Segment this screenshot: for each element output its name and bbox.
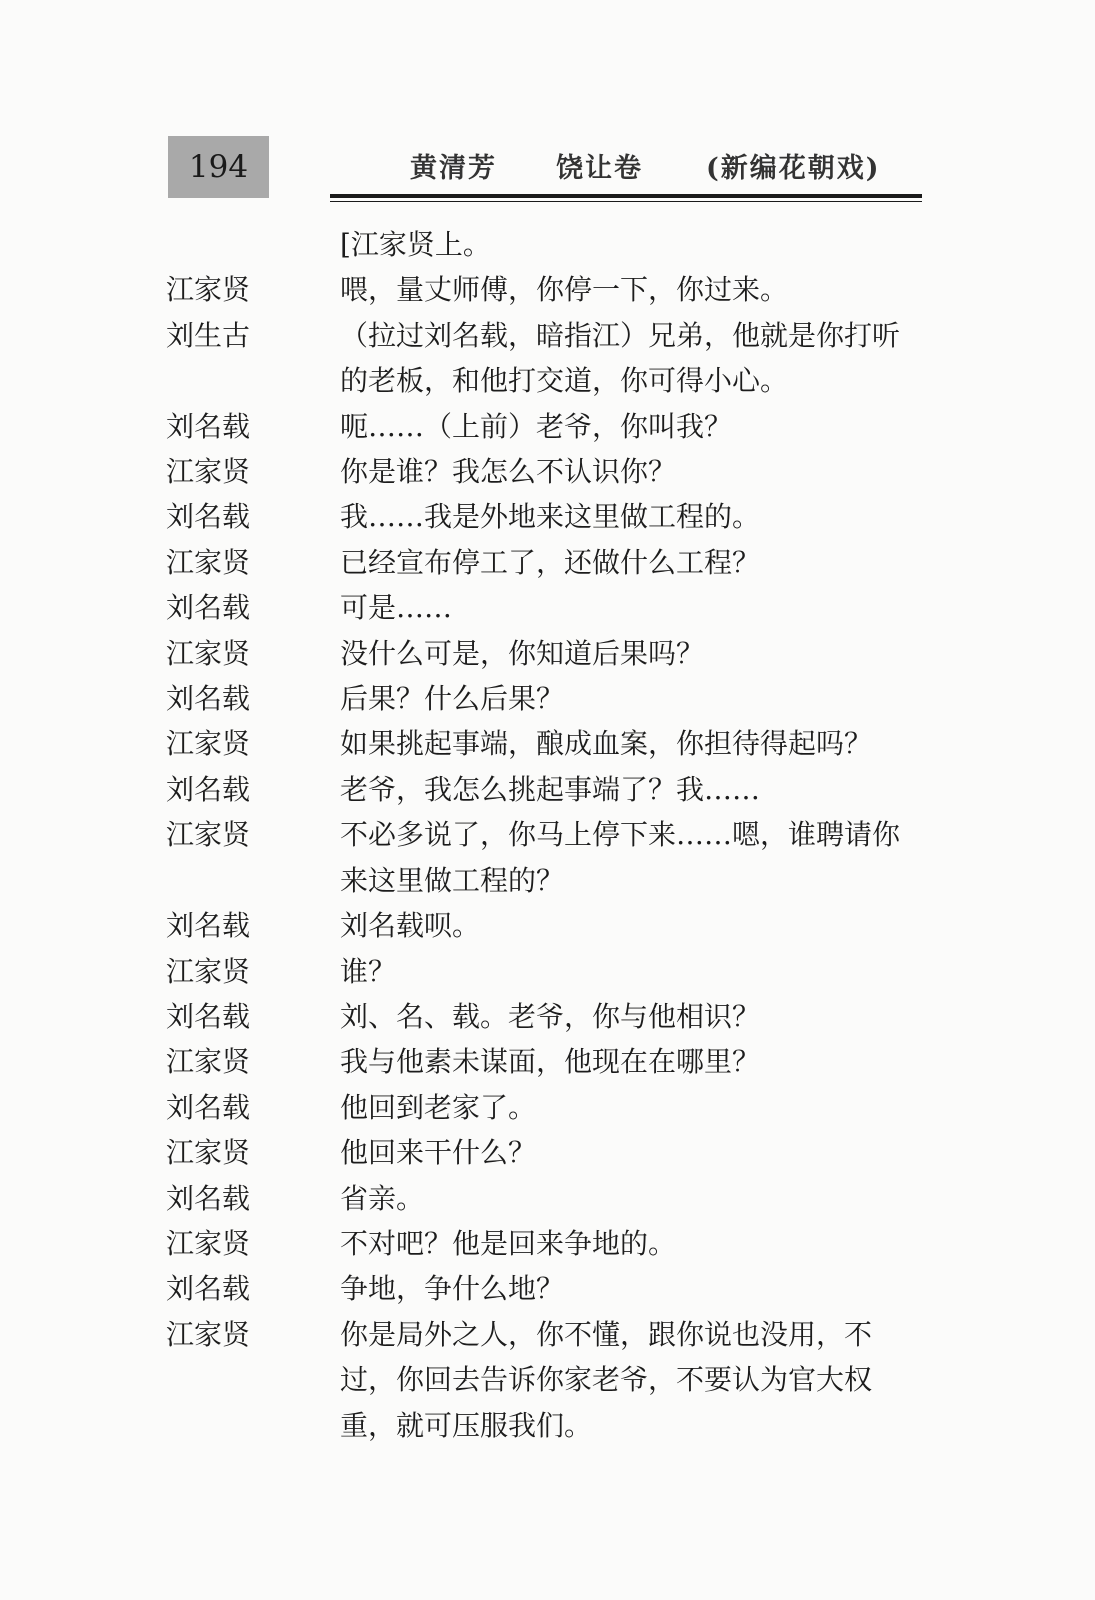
dialogue-row bbox=[0, 1221, 1095, 1266]
dialogue-row bbox=[0, 721, 1095, 766]
dialogue-line: 可是…… bbox=[340, 591, 453, 625]
page-number-box bbox=[168, 136, 269, 198]
dialogue-row bbox=[0, 994, 1095, 1039]
speaker-name: 刘名载 bbox=[166, 409, 251, 443]
stage-direction: [江家贤上。 bbox=[340, 228, 491, 261]
dialogue-row bbox=[0, 1312, 1095, 1448]
dialogue-line: （拉过刘名载，暗指江）兄弟，他就是你打听的老板，和他打交道，你可得小心。 bbox=[340, 318, 901, 398]
speaker-name: 刘名载 bbox=[166, 1181, 251, 1215]
speaker-name: 刘生古 bbox=[166, 318, 251, 352]
dialogue-row bbox=[0, 1130, 1095, 1175]
page-number: 194 bbox=[188, 149, 249, 185]
header-genre: (新编花朝戏) bbox=[706, 153, 881, 184]
speaker-name: 刘名载 bbox=[166, 999, 251, 1033]
dialogue-row bbox=[0, 631, 1095, 676]
speaker-name: 刘名载 bbox=[166, 591, 251, 625]
dialogue-row bbox=[0, 267, 1095, 312]
header-rule-thick bbox=[330, 194, 922, 198]
speaker-name: 刘名载 bbox=[166, 772, 251, 806]
speaker-name: 江家贤 bbox=[166, 954, 251, 988]
dialogue-row bbox=[0, 1039, 1095, 1084]
dialogue-row bbox=[0, 676, 1095, 721]
speaker-name: 江家贤 bbox=[166, 273, 251, 307]
speaker-name: 刘名载 bbox=[166, 1090, 251, 1124]
running-header bbox=[330, 146, 920, 188]
speaker-name: 刘名载 bbox=[166, 1272, 251, 1306]
dialogue-line: 没什么可是，你知道后果吗？ bbox=[340, 636, 705, 670]
dialogue-row bbox=[0, 812, 1095, 903]
dialogue-line: 你是谁？我怎么不认识你？ bbox=[340, 455, 677, 489]
dialogue-line: 你是局外之人，你不懂，跟你说也没用，不过，你回去告诉你家老爷，不要认为官大权重，就可压服我们。 bbox=[340, 1317, 873, 1442]
dialogue-row bbox=[0, 313, 1095, 404]
dialogue-row bbox=[0, 540, 1095, 585]
dialogue-line: 老爷，我怎么挑起事端了？我…… bbox=[340, 772, 761, 806]
dialogue-line: 争地，争什么地？ bbox=[340, 1272, 565, 1306]
dialogue-line: 刘、名、载。老爷，你与他相识？ bbox=[340, 999, 761, 1033]
speaker-name: 江家贤 bbox=[166, 727, 251, 761]
dialogue-line: 谁？ bbox=[340, 954, 397, 988]
speaker-name: 江家贤 bbox=[166, 1136, 251, 1170]
dialogue-line: 不必多说了，你马上停下来……嗯，谁聘请你来这里做工程的？ bbox=[340, 818, 901, 897]
speaker-name: 江家贤 bbox=[166, 1317, 251, 1351]
dialogue-line: 呃……（上前）老爷，你叫我？ bbox=[340, 409, 733, 443]
dialogue-row bbox=[0, 1085, 1095, 1130]
dialogue-line: 喂，量丈师傅，你停一下，你过来。 bbox=[340, 273, 789, 307]
speaker-name: 刘名载 bbox=[166, 500, 251, 534]
dialogue-row bbox=[0, 949, 1095, 994]
script-body bbox=[0, 222, 1095, 1448]
speaker-name: 江家贤 bbox=[166, 818, 251, 852]
speaker-name: 江家贤 bbox=[166, 455, 251, 489]
dialogue-row bbox=[0, 449, 1095, 494]
dialogue-row bbox=[0, 404, 1095, 449]
speaker-name: 江家贤 bbox=[166, 545, 251, 579]
dialogue-line: 我与他素未谋面，他现在在哪里？ bbox=[340, 1045, 761, 1079]
dialogue-line: 不对吧？他是回来争地的。 bbox=[340, 1226, 677, 1260]
dialogue-line: 他回来干什么？ bbox=[340, 1136, 537, 1170]
stage-direction-row bbox=[0, 222, 1095, 267]
dialogue-row bbox=[0, 767, 1095, 812]
dialogue-line: 我……我是外地来这里做工程的。 bbox=[340, 500, 761, 534]
header-rule-thin bbox=[330, 201, 922, 202]
dialogue-row bbox=[0, 1176, 1095, 1221]
dialogue-line: 省亲。 bbox=[340, 1181, 425, 1215]
header-author: 黄清芳 bbox=[410, 153, 497, 184]
speaker-name: 江家贤 bbox=[166, 636, 251, 670]
speaker-name: 江家贤 bbox=[166, 1226, 251, 1260]
dialogue-row bbox=[0, 903, 1095, 948]
dialogue-line: 他回到老家了。 bbox=[340, 1090, 537, 1124]
dialogue-line: 刘名载呗。 bbox=[340, 909, 481, 943]
dialogue-row bbox=[0, 585, 1095, 630]
speaker-name: 江家贤 bbox=[166, 1045, 251, 1079]
speaker-name: 刘名载 bbox=[166, 682, 251, 716]
dialogue-row bbox=[0, 1266, 1095, 1311]
dialogue-line: 已经宣布停工了，还做什么工程？ bbox=[340, 545, 761, 579]
header-book-title: 饶让卷 bbox=[556, 153, 643, 184]
dialogue-line: 后果？什么后果？ bbox=[340, 682, 565, 716]
speaker-name: 刘名载 bbox=[166, 909, 251, 943]
dialogue-line: 如果挑起事端，酿成血案，你担待得起吗？ bbox=[340, 727, 873, 761]
dialogue-row bbox=[0, 494, 1095, 539]
